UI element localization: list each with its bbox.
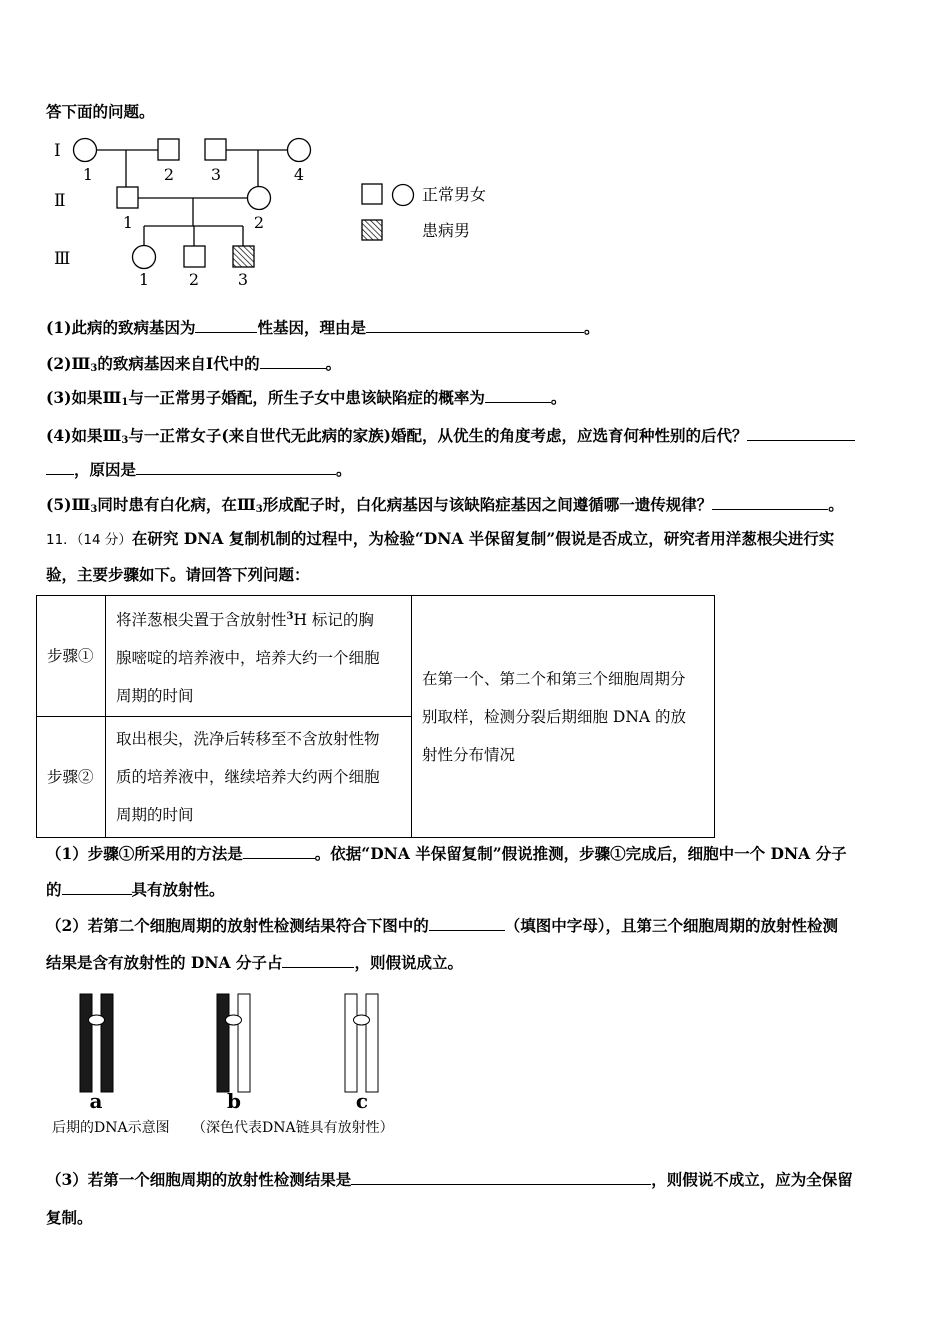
s2-text-a: （2）若第二个细胞周期的放射性检测结果符合下图中的 xyxy=(46,916,429,935)
steps-table xyxy=(36,595,715,838)
q4-text: 与一正常女子(来自世代无此病的家族)婚配，从优生的角度考虑，应选育何种性别的后代？ xyxy=(128,426,748,445)
step1-line1a: 将洋葱根尖置于含放射性 xyxy=(116,610,287,629)
gen-label-1: Ⅰ xyxy=(54,141,61,161)
individual-I2 xyxy=(158,139,179,160)
s2-text-c: 结果是含有放射性的 DNA 分子占 xyxy=(46,953,283,972)
num-III2: 2 xyxy=(188,270,200,289)
q5-sub: 3 xyxy=(90,504,98,515)
step1-sup: 3 xyxy=(286,610,294,622)
q3-prefix: (3)如果 xyxy=(46,388,103,407)
individual-III1 xyxy=(133,246,156,269)
q5-prefix: (5) xyxy=(46,495,72,514)
legend-normal-female-icon xyxy=(393,185,414,206)
q3-blank xyxy=(485,388,551,403)
question-2 xyxy=(46,354,341,379)
q3-roman: Ⅲ xyxy=(102,388,122,407)
s2-blank-a xyxy=(429,916,505,931)
individual-III2 xyxy=(184,246,205,267)
question-5 xyxy=(46,495,844,520)
chromosome-c xyxy=(345,994,378,1092)
question-11-line1 xyxy=(46,529,834,550)
num-III1: 1 xyxy=(138,270,150,289)
individual-II1 xyxy=(117,187,138,208)
individual-I3 xyxy=(205,139,226,160)
s3-text-b: ，则假说不成立，应为全保留 xyxy=(651,1170,853,1189)
step2-content xyxy=(106,717,412,838)
pedigree-chart xyxy=(40,128,500,298)
q1-blank-a xyxy=(195,318,257,333)
legend-affected-label: 患病男 xyxy=(422,221,471,240)
num-II2: 2 xyxy=(253,213,265,232)
right-line1: 在第一个、第二个和第三个细胞周期分 xyxy=(422,669,686,688)
legend-normal-label: 正常男女 xyxy=(422,185,487,204)
q4-blank-b xyxy=(136,460,336,475)
gen-label-3: Ⅲ xyxy=(54,249,71,269)
s2-blank-b xyxy=(282,953,354,968)
s1-text-b: 。依据“DNA 半保留复制”假说推测，步骤①完成后，细胞中一个 DNA 分子 xyxy=(314,844,847,863)
s1-text-a: （1）步骤①所采用的方法是 xyxy=(46,844,243,863)
num-III3: 3 xyxy=(237,270,249,289)
q5-roman: Ⅲ xyxy=(71,495,91,514)
q1-blank-b xyxy=(366,318,584,333)
label-c: c xyxy=(355,1089,369,1113)
q5-text-a: 同时患有白化病，在 xyxy=(97,495,237,514)
sub-question-3-line2: 复制。 xyxy=(46,1208,93,1227)
q1-text-a: (1)此病的致病基因为 xyxy=(46,318,196,337)
q4-end: 。 xyxy=(336,460,352,479)
num-I4: 4 xyxy=(293,165,305,184)
q4-sub: 3 xyxy=(121,435,129,446)
dna-figure xyxy=(50,986,410,1142)
q2-prefix: (2) xyxy=(46,354,72,373)
q5-roman2: Ⅲ xyxy=(236,495,256,514)
legend-normal-male-icon xyxy=(362,184,382,204)
s3-blank xyxy=(351,1170,651,1185)
sub-question-3 xyxy=(46,1170,853,1190)
s2-text-b: （填图中字母），且第三个细胞周期的放射性检测 xyxy=(504,916,839,935)
label-b: b xyxy=(227,1089,241,1113)
intro-line: 答下面的问题。 xyxy=(46,102,155,121)
num-I2: 2 xyxy=(163,165,175,184)
table-row-step1 xyxy=(37,596,715,717)
q2-sub: 3 xyxy=(90,363,98,374)
q3-text: 与一正常男子婚配，所生子女中患该缺陷症的概率为 xyxy=(128,388,485,407)
question-11-line2: 验，主要步骤如下。请回答下列问题： xyxy=(46,565,310,584)
individual-I1 xyxy=(74,139,97,162)
s1-text-c: 的 xyxy=(46,880,62,899)
sub-question-1 xyxy=(46,844,847,864)
q2-text: 的致病基因来自Ⅰ代中的 xyxy=(97,354,260,373)
q2-blank xyxy=(260,354,326,369)
q5-blank xyxy=(712,495,828,510)
q4-line2-text: ，原因是 xyxy=(74,460,137,479)
individual-II2 xyxy=(248,187,271,210)
s1-text-d: 具有放射性。 xyxy=(131,880,225,899)
table-right-cell xyxy=(412,596,715,838)
figure-caption-left: 后期的DNA示意图 xyxy=(52,1120,170,1136)
question-3 xyxy=(46,388,566,413)
question-4 xyxy=(46,426,855,451)
sub-question-1-line2 xyxy=(46,880,225,900)
step2-line1: 取出根尖，洗净后转移至不含放射性物 xyxy=(116,730,380,748)
step2-label: 步骤② xyxy=(37,717,106,838)
q5-text-b: 形成配子时，白化病基因与该缺陷症基因之间遵循哪一遗传规律？ xyxy=(262,495,713,514)
num-I3: 3 xyxy=(210,165,222,184)
question-1 xyxy=(46,318,599,338)
s3-text-a: （3）若第一个细胞周期的放射性检测结果是 xyxy=(46,1170,352,1189)
step2-line3: 周期的时间 xyxy=(116,806,194,824)
q3-end: 。 xyxy=(550,388,567,407)
gen-label-2: Ⅱ xyxy=(54,191,66,211)
q1-text-b: 性基因，理由是 xyxy=(257,318,366,337)
sub-question-2-line2 xyxy=(46,953,463,973)
q5-sub2: 3 xyxy=(255,504,263,515)
sub-question-2 xyxy=(46,916,838,936)
step1-label: 步骤① xyxy=(37,596,106,717)
right-line2: 别取样，检测分裂后期细胞 DNA 的放 xyxy=(422,707,687,726)
s1-blank-a xyxy=(243,844,315,859)
right-line3: 射性分布情况 xyxy=(422,745,516,764)
q4-roman: Ⅲ xyxy=(102,426,122,445)
question-4-line2 xyxy=(46,460,352,480)
q4-blank-a-cont xyxy=(46,460,74,475)
q11-number: 11．（14 分） xyxy=(46,532,132,548)
q4-blank-a xyxy=(747,426,855,441)
q4-prefix: (4)如果 xyxy=(46,426,103,445)
q2-roman: Ⅲ xyxy=(71,354,91,373)
label-a: a xyxy=(89,1089,103,1113)
q2-end: 。 xyxy=(325,354,342,373)
step1-content xyxy=(106,596,412,717)
legend-affected-male-icon xyxy=(362,220,382,240)
figure-caption-right: （深色代表DNA链具有放射性） xyxy=(192,1120,394,1136)
q1-end: 。 xyxy=(583,318,600,337)
num-II1: 1 xyxy=(122,213,134,232)
q5-end: 。 xyxy=(828,495,844,514)
individual-I4 xyxy=(288,139,311,162)
q11-line1: 在研究 DNA 复制机制的过程中，为检验“DNA 半保留复制”假说是否成立，研究者用洋葱根尖进行实 xyxy=(131,529,835,548)
q3-sub: 1 xyxy=(121,397,129,408)
step2-line2: 质的培养液中，继续培养大约两个细胞 xyxy=(116,768,380,786)
num-I1: 1 xyxy=(82,165,94,184)
chromosome-a xyxy=(80,994,113,1092)
s1-blank-b xyxy=(62,880,132,895)
step1-line1b: H 标记的胸 xyxy=(293,610,374,629)
s2-text-d: ，则假说成立。 xyxy=(354,953,463,972)
chromosome-b xyxy=(217,994,250,1092)
step1-line2: 腺嘧啶的培养液中，培养大约一个细胞 xyxy=(116,648,380,667)
individual-III3-affected xyxy=(233,246,254,267)
step1-line3: 周期的时间 xyxy=(116,686,194,705)
